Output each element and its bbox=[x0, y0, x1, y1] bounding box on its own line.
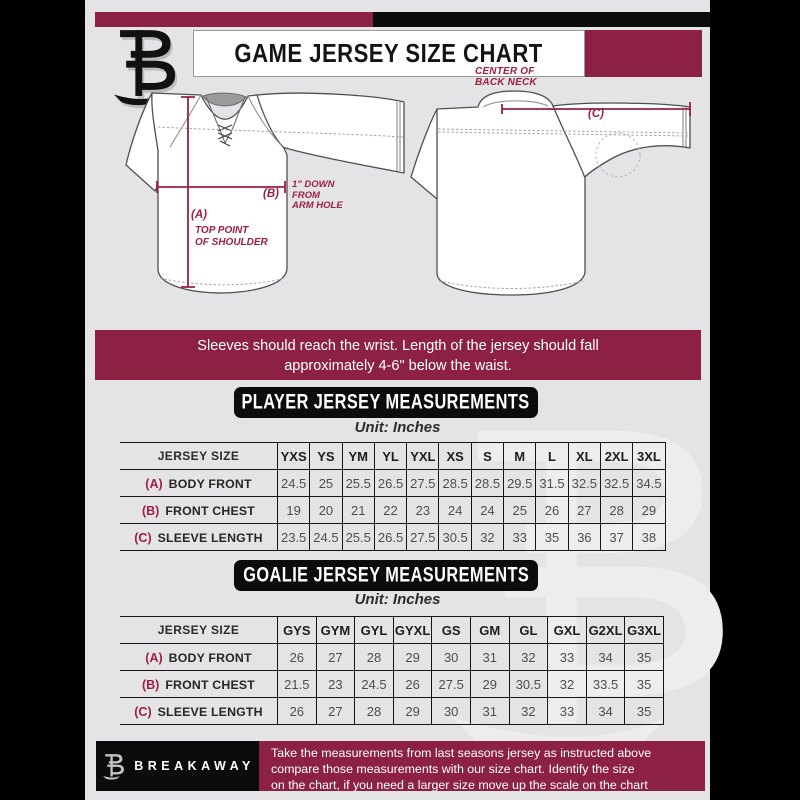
measurement-value: 21.5 bbox=[278, 671, 317, 698]
measurement-value: 33.5 bbox=[586, 671, 625, 698]
measurement-value: 28 bbox=[355, 698, 394, 725]
title-bar-accent bbox=[585, 30, 702, 77]
down-from-arm-hole-label-line: FROM bbox=[292, 189, 320, 201]
size-column-header: YXS bbox=[278, 443, 310, 470]
size-column-header: XL bbox=[568, 443, 600, 470]
measurement-value: 24 bbox=[439, 497, 471, 524]
measurement-value: 32 bbox=[509, 644, 548, 671]
label-c: (C) bbox=[588, 108, 604, 120]
measurement-value: 32 bbox=[548, 671, 587, 698]
table-row bbox=[120, 497, 665, 524]
measurement-value: 30 bbox=[432, 698, 471, 725]
measurement-value: 27 bbox=[316, 698, 355, 725]
breakaway-logo-small-icon bbox=[100, 751, 126, 781]
size-column-header: 2XL bbox=[600, 443, 632, 470]
row-name: FRONT CHEST bbox=[165, 503, 255, 518]
size-column-header: G2XL bbox=[586, 617, 625, 644]
row-name: FRONT CHEST bbox=[165, 677, 255, 692]
row-name: BODY FRONT bbox=[168, 476, 252, 491]
measurement-value: 28 bbox=[600, 497, 632, 524]
measurement-value: 24.5 bbox=[355, 671, 394, 698]
top-point-of-shoulder-label-line: TOP POINT bbox=[195, 225, 249, 236]
size-column-header: M bbox=[504, 443, 536, 470]
size-column-header: 3XL bbox=[633, 443, 665, 470]
size-column-header: YXL bbox=[407, 443, 439, 470]
measurement-value: 36 bbox=[568, 524, 600, 551]
table-row bbox=[120, 698, 663, 725]
size-column-header: L bbox=[536, 443, 568, 470]
size-column-header: GYS bbox=[278, 617, 317, 644]
footer-note-box-line: on the chart, if you need a larger size move up the scale on the chart bbox=[271, 777, 648, 791]
unit-label-player: Unit: Inches bbox=[354, 419, 441, 436]
measurement-value: 33 bbox=[548, 698, 587, 725]
down-from-arm-hole-label-line: 1" DOWN bbox=[292, 179, 335, 190]
measurement-row-label bbox=[120, 524, 278, 551]
row-name: SLEEVE LENGTH bbox=[157, 704, 263, 719]
measurement-value: 23 bbox=[407, 497, 439, 524]
label-b: (B) bbox=[263, 188, 279, 200]
goalie-measurements-banner bbox=[234, 560, 538, 591]
measurement-value: 32.5 bbox=[568, 470, 600, 497]
row-key: (B) bbox=[141, 503, 160, 518]
measurement-value: 27 bbox=[568, 497, 600, 524]
goalie-measurements-title: GOALIE JERSEY MEASUREMENTS bbox=[243, 563, 530, 587]
footer-note-box-line: compare those measurements with our size chart. Identify the size bbox=[271, 761, 635, 776]
row-key: (A) bbox=[145, 650, 163, 665]
measurement-row-label bbox=[120, 698, 278, 725]
measurement-value: 29 bbox=[393, 644, 432, 671]
goalie-size-table bbox=[120, 616, 664, 725]
measurement-value: 23.5 bbox=[278, 524, 310, 551]
measurement-value: 27 bbox=[316, 644, 355, 671]
measurement-value: 23 bbox=[316, 671, 355, 698]
measurement-value: 25.5 bbox=[342, 524, 374, 551]
table-row bbox=[120, 671, 663, 698]
page-title: GAME JERSEY SIZE CHART bbox=[234, 38, 544, 68]
row-key: (B) bbox=[141, 677, 160, 692]
size-column-header: GYL bbox=[355, 617, 394, 644]
measurement-value: 26 bbox=[536, 497, 568, 524]
measurement-value: 35 bbox=[625, 644, 664, 671]
top-accent-bar-black bbox=[373, 12, 710, 27]
measurement-value: 29 bbox=[470, 671, 509, 698]
top-point-of-shoulder-label-line: OF SHOULDER bbox=[195, 236, 268, 248]
row-key: (A) bbox=[145, 476, 163, 491]
row-name: BODY FRONT bbox=[168, 650, 252, 665]
measurement-value: 27.5 bbox=[407, 470, 439, 497]
measurement-value: 34 bbox=[586, 698, 625, 725]
jersey-diagrams bbox=[85, 85, 710, 333]
measurement-value: 29.5 bbox=[504, 470, 536, 497]
size-chart-sheet bbox=[85, 0, 710, 800]
measurement-value: 30.5 bbox=[509, 671, 548, 698]
size-column-header: GS bbox=[432, 617, 471, 644]
player-measurements-banner bbox=[234, 387, 538, 418]
size-column-header: YS bbox=[310, 443, 342, 470]
measurement-value: 31 bbox=[470, 644, 509, 671]
player-size-table bbox=[120, 442, 666, 551]
measurement-value: 32.5 bbox=[600, 470, 632, 497]
measurement-value: 24.5 bbox=[278, 470, 310, 497]
jersey-size-header: JERSEY SIZE bbox=[120, 443, 278, 470]
measurement-value: 19 bbox=[278, 497, 310, 524]
sleeve-note-banner-line: Sleeves should reach the wrist. Length of the jersey should fall bbox=[197, 338, 599, 354]
measurement-value: 26.5 bbox=[374, 470, 406, 497]
footer-brand-box bbox=[96, 741, 259, 791]
brand-name: BREAKAWAY bbox=[134, 759, 255, 773]
center-of-back-neck-label-line: CENTER OF bbox=[475, 66, 535, 77]
measurement-value: 26 bbox=[278, 698, 317, 725]
measurement-value: 33 bbox=[504, 524, 536, 551]
jersey-size-header: JERSEY SIZE bbox=[120, 617, 278, 644]
measurement-value: 24 bbox=[471, 497, 503, 524]
measurement-value: 30 bbox=[432, 644, 471, 671]
player-measurements-title: PLAYER JERSEY MEASUREMENTS bbox=[241, 390, 531, 414]
size-column-header: YL bbox=[374, 443, 406, 470]
measurement-value: 26 bbox=[278, 644, 317, 671]
measurement-value: 20 bbox=[310, 497, 342, 524]
measurement-value: 24.5 bbox=[310, 524, 342, 551]
size-column-header: GM bbox=[470, 617, 509, 644]
size-column-header: G3XL bbox=[625, 617, 664, 644]
back-jersey-diagram bbox=[411, 91, 690, 295]
table-row bbox=[120, 470, 665, 497]
measurement-row-label bbox=[120, 644, 278, 671]
table-row bbox=[120, 644, 663, 671]
measurement-value: 34.5 bbox=[633, 470, 665, 497]
measurement-value: 28 bbox=[355, 644, 394, 671]
measurement-value: 25 bbox=[310, 470, 342, 497]
measurement-value: 37 bbox=[600, 524, 632, 551]
row-name: SLEEVE LENGTH bbox=[157, 530, 263, 545]
size-column-header: GL bbox=[509, 617, 548, 644]
measurement-value: 26.5 bbox=[374, 524, 406, 551]
measurement-value: 28.5 bbox=[439, 470, 471, 497]
label-a: (A) bbox=[191, 209, 207, 221]
measurement-value: 27.5 bbox=[407, 524, 439, 551]
measurement-value: 29 bbox=[393, 698, 432, 725]
size-column-header: YM bbox=[342, 443, 374, 470]
measurement-value: 38 bbox=[633, 524, 665, 551]
measurement-value: 35 bbox=[625, 671, 664, 698]
footer-note-box-line: Take the measurements from last seasons jersey as instructed above bbox=[271, 746, 652, 760]
measurement-value: 31.5 bbox=[536, 470, 568, 497]
unit-label-goalie: Unit: Inches bbox=[354, 591, 441, 608]
measurement-value: 35 bbox=[625, 698, 664, 725]
size-column-header: XS bbox=[439, 443, 471, 470]
sleeve-note-banner bbox=[95, 330, 701, 380]
measurement-row-label bbox=[120, 671, 278, 698]
measurement-value: 25 bbox=[504, 497, 536, 524]
table-row bbox=[120, 524, 665, 551]
measurement-value: 26 bbox=[393, 671, 432, 698]
row-key: (C) bbox=[134, 530, 152, 545]
size-column-header: GYXL bbox=[393, 617, 432, 644]
measurement-value: 28.5 bbox=[471, 470, 503, 497]
measurement-value: 21 bbox=[342, 497, 374, 524]
measurement-value: 30.5 bbox=[439, 524, 471, 551]
center-of-back-neck-label-line: BACK NECK bbox=[475, 77, 537, 88]
measurement-value: 35 bbox=[536, 524, 568, 551]
top-point-of-shoulder-label bbox=[195, 225, 268, 248]
measurement-value: 33 bbox=[548, 644, 587, 671]
measurement-value: 25.5 bbox=[342, 470, 374, 497]
measurement-value: 32 bbox=[471, 524, 503, 551]
measurement-value: 29 bbox=[633, 497, 665, 524]
size-column-header: S bbox=[471, 443, 503, 470]
footer-note-box bbox=[259, 741, 705, 791]
down-from-arm-hole-label bbox=[292, 180, 343, 212]
sleeve-note-banner-line: approximately 4-6" below the waist. bbox=[284, 358, 512, 374]
center-of-back-neck-label bbox=[475, 66, 537, 88]
measurement-value: 32 bbox=[509, 698, 548, 725]
measurement-row-label bbox=[120, 497, 278, 524]
measurement-row-label bbox=[120, 470, 278, 497]
measurement-value: 34 bbox=[586, 644, 625, 671]
measurement-value: 22 bbox=[374, 497, 406, 524]
measurement-value: 31 bbox=[470, 698, 509, 725]
size-column-header: GYM bbox=[316, 617, 355, 644]
size-column-header: GXL bbox=[548, 617, 587, 644]
measurement-value: 27.5 bbox=[432, 671, 471, 698]
down-from-arm-hole-label-line: ARM HOLE bbox=[292, 200, 343, 211]
row-key: (C) bbox=[134, 704, 152, 719]
